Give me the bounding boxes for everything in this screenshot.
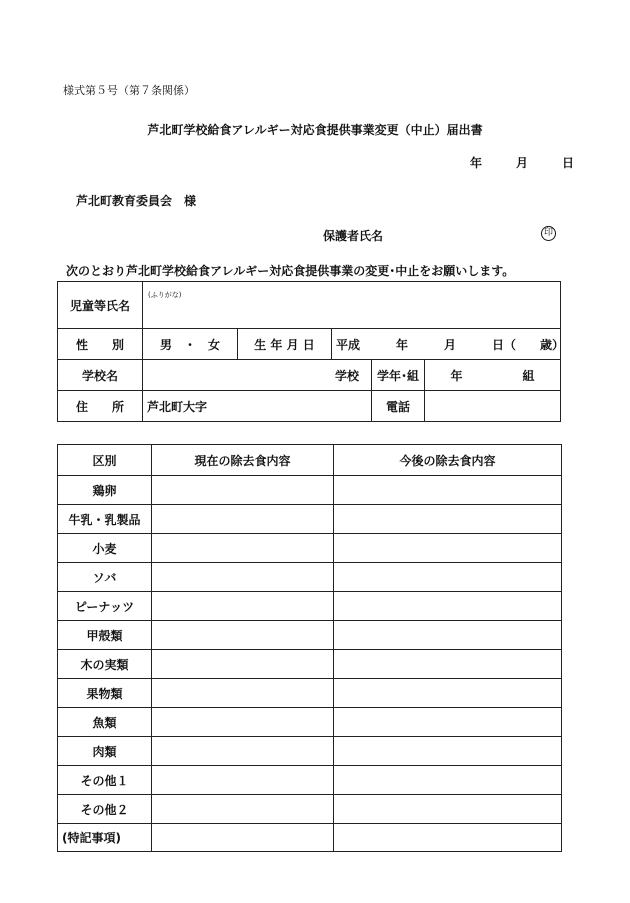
current-removal-cell[interactable] (152, 737, 334, 766)
date-year: 年 (470, 156, 483, 170)
allergen-label: 木の実類 (58, 650, 152, 679)
address-label: 住 所 (58, 391, 143, 422)
phone-label: 電話 (372, 391, 425, 422)
guardian-name-label: 保護者氏名 (323, 229, 384, 243)
document-title: 芦北町学校給食アレルギー対応食提供事業変更（中止）届出書 (147, 123, 483, 137)
submission-date (470, 154, 574, 171)
form-number: 様式第５号（第７条関係） (63, 84, 195, 97)
future-removal-cell[interactable] (334, 650, 562, 679)
allergen-label: ソバ (58, 563, 152, 592)
date-day: 日 (562, 156, 575, 170)
current-removal-cell[interactable] (152, 795, 334, 824)
future-removal-cell[interactable] (334, 708, 562, 737)
gender-options[interactable]: 男 ・ 女 (143, 329, 238, 360)
child-name-field[interactable] (143, 282, 561, 329)
phone-field[interactable] (425, 391, 561, 422)
current-removal-cell[interactable] (152, 766, 334, 795)
allergen-label: 魚類 (58, 708, 152, 737)
header-category: 区別 (58, 445, 152, 476)
allergen-label: 甲殻類 (58, 621, 152, 650)
birth-date-label: 生 年 月 日 (238, 329, 332, 360)
allergen-label: ピーナッツ (58, 592, 152, 621)
current-removal-cell[interactable] (152, 708, 334, 737)
allergen-label: その他１ (58, 766, 152, 795)
furigana-label: (ふりがな) (148, 291, 182, 299)
seal-mark: 印 (541, 226, 556, 241)
current-removal-cell[interactable] (152, 650, 334, 679)
allergen-label: 鶏卵 (58, 476, 152, 505)
special-notes-label: (特記事項) (58, 824, 152, 852)
future-removal-cell[interactable] (334, 766, 562, 795)
current-removal-cell[interactable] (152, 534, 334, 563)
current-removal-cell[interactable] (152, 505, 334, 534)
future-removal-cell[interactable] (334, 563, 562, 592)
notes-current-cell[interactable] (152, 824, 334, 852)
future-removal-cell[interactable] (334, 534, 562, 563)
grade-class-field[interactable]: 年 組 (425, 360, 561, 391)
intro-text: 次のとおり芦北町学校給食アレルギー対応食提供事業の変更･中止をお願いします。 (66, 264, 515, 278)
allergen-label: 果物類 (58, 679, 152, 708)
grade-class-label: 学年･組 (372, 360, 425, 391)
gender-label: 性 別 (58, 329, 143, 360)
current-removal-cell[interactable] (152, 592, 334, 621)
future-removal-cell[interactable] (334, 592, 562, 621)
current-removal-cell[interactable] (152, 476, 334, 505)
allergen-label: 小麦 (58, 534, 152, 563)
school-name-label: 学校名 (58, 360, 143, 391)
school-name-field[interactable]: 学校 (143, 360, 372, 391)
future-removal-cell[interactable] (334, 795, 562, 824)
future-removal-cell[interactable] (334, 476, 562, 505)
current-removal-cell[interactable] (152, 563, 334, 592)
allergen-label: その他２ (58, 795, 152, 824)
future-removal-cell[interactable] (334, 505, 562, 534)
child-name-label: 児童等氏名 (58, 282, 143, 329)
birth-date-field[interactable]: 平成 年 月 日（ 歳） (332, 329, 561, 360)
child-info-table (57, 281, 565, 422)
header-current-removal: 現在の除去食内容 (152, 445, 334, 476)
date-month: 月 (516, 156, 529, 170)
future-removal-cell[interactable] (334, 621, 562, 650)
notes-future-cell[interactable] (334, 824, 562, 852)
allergy-table (57, 444, 562, 852)
header-future-removal: 今後の除去食内容 (334, 445, 562, 476)
address-field[interactable]: 芦北町大字 (143, 391, 372, 422)
future-removal-cell[interactable] (334, 737, 562, 766)
allergen-label: 肉類 (58, 737, 152, 766)
current-removal-cell[interactable] (152, 621, 334, 650)
current-removal-cell[interactable] (152, 679, 334, 708)
recipient: 芦北町教育委員会 様 (76, 194, 197, 208)
future-removal-cell[interactable] (334, 679, 562, 708)
allergen-label: 牛乳・乳製品 (58, 505, 152, 534)
